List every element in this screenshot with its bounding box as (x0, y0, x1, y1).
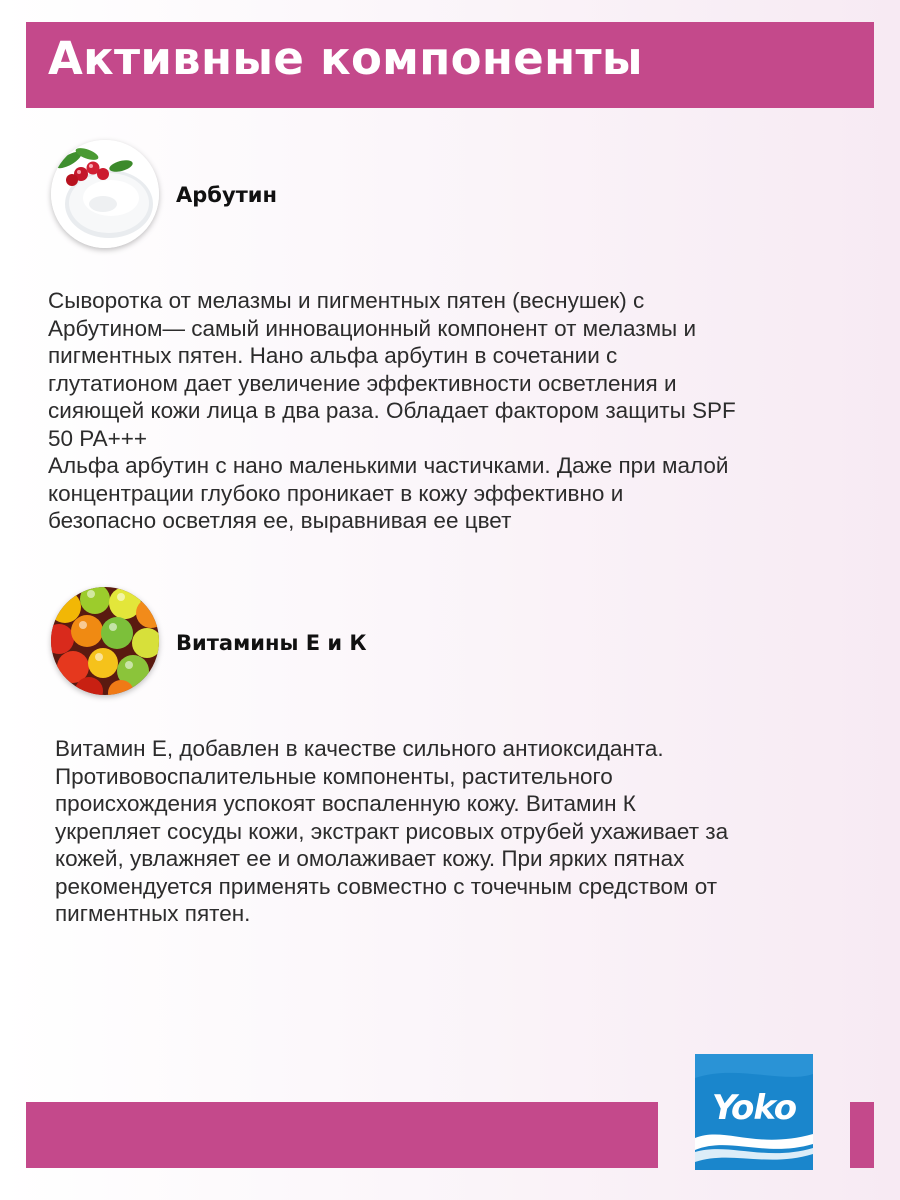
yoko-logo (695, 1054, 813, 1170)
text-line: 50 PA+++ (48, 425, 148, 451)
section-title-arbutin: Арбутин (176, 183, 278, 207)
arbutin-image (51, 140, 159, 248)
header-bar (26, 22, 874, 108)
section-title-vitamins: Витамины Е и К (176, 631, 367, 655)
text-line: пигментных пятен. (55, 901, 251, 926)
arbutin-description (48, 287, 736, 535)
page-title: Активные компоненты (48, 32, 643, 85)
text-line: Арбутином— самый инновационный компонент от мелазмы и (48, 315, 697, 341)
text-line: глутатионом дает увеличение эффективности осветления и (48, 370, 677, 396)
vitamins-image (51, 587, 159, 695)
text-line: Альфа арбутин с нано маленькими частичками. Даже при малой (48, 453, 729, 478)
text-line: концентрации глубоко проникает в кожу эффективно и (48, 480, 624, 506)
footer-bar (26, 1102, 658, 1168)
text-line: Противовоспалительные компоненты, растительного (55, 763, 613, 789)
text-line: Витамин Е, добавлен в качестве сильного антиоксиданта. (55, 736, 664, 761)
text-line: происхождения успокоят воспаленную кожу. Витамин К (55, 791, 636, 816)
vitamin-balls-icon (51, 587, 159, 695)
arbutin-powder-berries-icon (51, 140, 159, 248)
text-line: Сыворотка от мелазмы и пигментных пятен (веснушек) с (48, 288, 645, 313)
text-line: безопасно осветляя ее, выравнивая ее цвет (48, 508, 512, 533)
text-line: укрепляет сосуды кожи, экстракт рисовых отрубей ухаживает за (55, 818, 729, 844)
text-line: рекомендуется применять совместно с точечным средством от (55, 873, 718, 899)
text-line: сияющей кожи лица в два раза. Обладает фактором защиты SPF (48, 398, 736, 423)
vitamins-description (55, 735, 728, 928)
logo-text: Yoko (711, 1088, 797, 1128)
text-line: кожей, увлажняет ее и омолаживает кожу. При ярких пятнах (55, 846, 685, 871)
text-line: пигментных пятен. Нано альфа арбутин в сочетании с (48, 343, 618, 368)
footer-bar-right (850, 1102, 874, 1168)
